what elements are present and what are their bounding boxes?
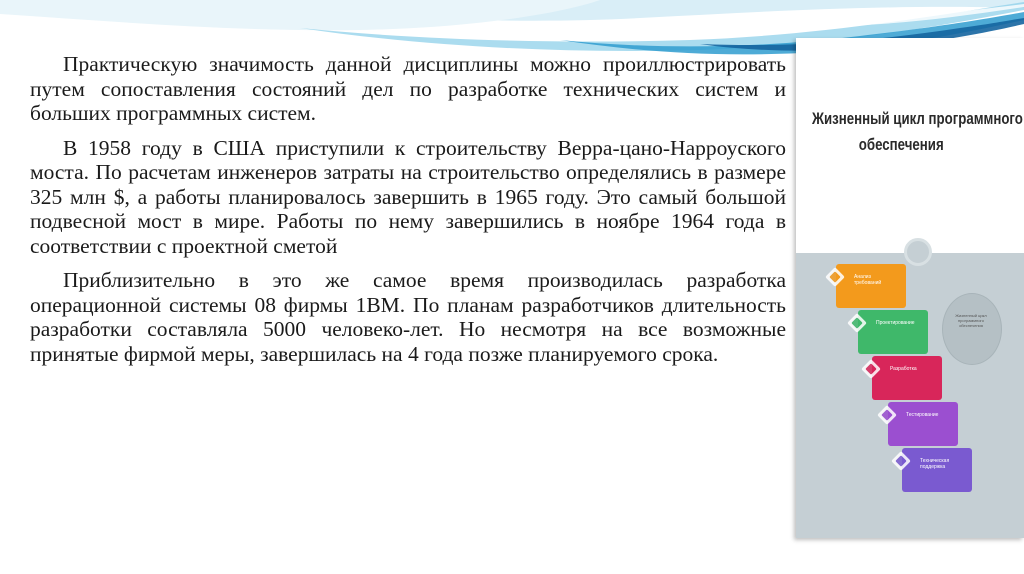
step-label: Анализ требований [854, 274, 882, 286]
step-development [872, 356, 942, 400]
paragraph-1: Практическую значимость данной дисциплины можно проиллюстрировать путем сопоставления состояний дел по разработке технических систем и больших программных систем. [30, 52, 786, 125]
figure-oval-text: Жизненный цикл программного обеспечения [955, 313, 987, 328]
step-label: Проектирование [876, 320, 915, 326]
step-testing [888, 402, 958, 446]
figure-title-line2: обеспечения [858, 135, 944, 154]
step-label: Тестирование [906, 412, 939, 418]
step-label: Разработка [890, 366, 917, 372]
figure-oval [942, 293, 1002, 365]
paragraph-3: Приблизительно в это же самое время производилась разработка операционной системы 08 фирмы 1ВМ. По планам разработчиков длительность разработки составляла 5000 человеко-лет. Но несмотря на все возможные принятые фирмой меры, завершилась на 4 года позже планируемого срока. [30, 268, 786, 366]
step-label: Техническая поддержка [920, 458, 950, 470]
figure-title-line1: Жизненный цикл программного [812, 109, 1023, 128]
figure-title-area [796, 38, 1024, 178]
step-design [858, 310, 928, 354]
main-text [30, 52, 786, 366]
figure-circle-icon [904, 238, 932, 266]
figure-title [812, 106, 1023, 158]
step-support [902, 448, 972, 492]
paragraph-2: В 1958 году в США приступили к строительству Верра-цано-Нарроуского моста. По расчетам инженеров затраты на строительство определялись в размере 325 млн $, а работы планировалось завершить в 1965 году. Это самый большой подвесной мост в мире. Работы по нему завершились в ноябре 1964 года в соответствии с проектной сметой [30, 135, 786, 258]
step-analysis [836, 264, 906, 308]
lifecycle-figure [796, 38, 1024, 538]
